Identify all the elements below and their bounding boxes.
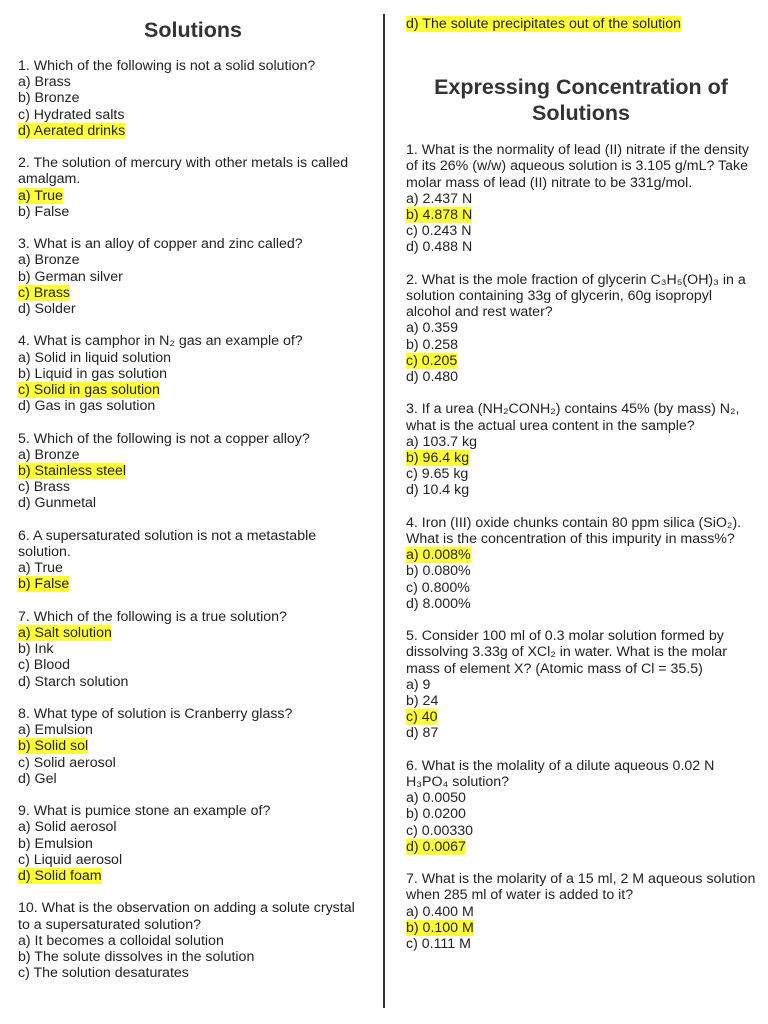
answer-option: d) 0.480 [406,369,459,386]
question-item [406,515,756,612]
correct-answer-option: c) 40 [406,709,438,726]
answer-option: c) Solid aerosol [18,754,116,771]
correct-answer-option: d) Aerated drinks [18,122,126,139]
answer-option: d) Starch solution [18,673,129,690]
question-item [18,155,368,220]
question-item [406,758,756,855]
correct-answer-option: b) 96.4 kg [406,450,470,467]
correct-answer-option: b) 0.100 M [406,919,474,936]
answer-option: b) Bronze [18,90,80,107]
answer-option: b) German silver [18,268,123,285]
answer-option: b) The solute dissolves in the solution [18,949,255,966]
answer-option: d) Gas in gas solution [18,398,156,415]
question-text: 1. Which of the following is not a solid solution? [18,58,316,74]
answer-option: d) 10.4 kg [406,482,470,499]
question-text: 1. What is the normality of lead (II) nitrate if the density of its 26% (w/w) aqueous solution is 3.105 g/mL? Take molar mass of lead (II) nitrate to be 331g/mol. [406,142,750,191]
section-title-concentration: Expressing Concentration of Solutions [434,75,728,126]
answer-option: a) 0.0050 [406,790,466,807]
answer-option: c) Liquid aerosol [18,851,123,868]
answer-option: a) 9 [406,676,431,693]
question-item [18,803,368,884]
answer-option: a) 0.359 [406,320,459,337]
answer-option: b) Liquid in gas solution [18,365,168,382]
correct-answer-option: a) 0.008% [406,547,471,564]
answer-option: b) Emulsion [18,835,93,852]
question-item [18,900,368,981]
correct-answer-option: b) False [18,576,70,593]
left-question-list [18,58,368,981]
answer-option: c) Hydrated salts [18,106,125,123]
answer-option: c) 9.65 kg [406,466,469,483]
question-text: 6. What is the molality of a dilute aqueous 0.02 N H₃PO₄ solution? [406,757,715,791]
left-column [18,0,368,998]
question-text: 3. What is an alloy of copper and zinc called? [18,236,303,253]
answer-option: c) 0.111 M [406,936,471,953]
answer-option: a) Bronze [18,252,80,269]
answer-option: b) 0.080% [406,563,471,580]
question-item [18,528,368,593]
answer-option: b) Ink [18,641,54,658]
question-item [406,142,756,255]
question-text: 9. What is pumice stone an example of? [18,803,271,820]
question-text: 5. Consider 100 ml of 0.3 molar solution formed by dissolving 3.33g of XCl₂ in water. What is the molar mass of element X? (Atomic mass of Cl = 35.5) [406,628,727,677]
answer-option: c) 0.800% [406,579,470,596]
question-item [406,272,756,385]
correct-answer-option: c) 0.205 [406,352,458,369]
answer-option: a) Solid in liquid solution [18,349,172,366]
question-item [18,609,368,690]
answer-option: c) 0.00330 [406,822,474,839]
carryover-answer-option: d) The solute precipitates out of the solution [406,16,681,32]
question-text: 4. What is camphor in N₂ gas an example of? [18,333,303,350]
right-question-list [406,142,756,952]
question-text: 3. If a urea (NH₂CONH₂) contains 45% (by mass) N₂, what is the actual urea content in the sample? [406,401,740,434]
answer-option: b) 24 [406,693,439,710]
answer-option: d) 87 [406,725,439,742]
answer-option: a) Solid aerosol [18,819,117,836]
question-text: 6. A supersaturated solution is not a metastable solution. [18,527,317,561]
answer-option: a) Bronze [18,446,80,463]
question-text: 2. The solution of mercury with other metals is called amalgam. [18,155,349,188]
column-divider [383,14,385,1008]
correct-answer-option: b) Stainless steel [18,463,127,480]
right-column [406,0,756,968]
question-item [18,431,368,512]
question-text: 7. What is the molarity of a 15 ml, 2 M aqueous solution when 285 ml of water is added to it? [406,871,756,904]
answer-option: b) 0.0200 [406,806,466,823]
answer-option: a) Emulsion [18,722,93,739]
answer-option: d) Gunmetal [18,495,97,512]
answer-option: a) 103.7 kg [406,433,477,450]
answer-option: c) Brass [18,479,71,496]
question-item [406,401,756,498]
correct-answer-option: b) Solid sol [18,738,89,755]
answer-option: d) Gel [18,770,57,787]
correct-answer-option: a) True [18,187,63,204]
page-title-solutions: Solutions [144,18,242,42]
answer-option: a) 2.437 N [406,190,473,207]
answer-option: d) Solder [18,301,76,318]
question-text: 7. Which of the following is a true solution? [18,608,287,625]
correct-answer-option: a) Salt solution [18,625,112,642]
answer-option: b) False [18,203,70,220]
question-item [18,333,368,414]
question-item [18,706,368,787]
answer-option: b) 0.258 [406,336,459,353]
correct-answer-option: d) 0.0067 [406,838,466,855]
question-item [406,871,756,952]
question-item [18,236,368,317]
answer-option: a) Brass [18,74,71,91]
answer-option: a) It becomes a colloidal solution [18,932,224,949]
correct-answer-option: d) Solid foam [18,868,102,885]
answer-option: d) 8.000% [406,595,471,612]
correct-answer-option: b) 4.878 N [406,207,473,224]
correct-answer-option: c) Solid in gas solution [18,382,160,399]
question-text: 4. Iron (III) oxide chunks contain 80 ppm silica (SiO₂). What is the concentration of this impurity in mass%? [406,514,742,548]
question-item [18,58,368,139]
answer-option: c) 0.243 N [406,223,472,240]
answer-option: c) The solution desaturates [18,965,189,982]
question-item [406,628,756,741]
question-text: 2. What is the mole fraction of glycerin C₃H₅(OH)₃ in a solution containing 33g of glycerin, 60g isopropyl alcohol and rest water? [406,271,746,321]
answer-option: a) True [18,560,63,577]
question-text: 5. Which of the following is not a copper alloy? [18,430,310,447]
question-text: 8. What type of solution is Cranberry glass? [18,706,293,723]
question-text: 10. What is the observation on adding a solute crystal to a supersaturated solution? [18,900,355,933]
answer-option: d) 0.488 N [406,239,473,256]
answer-option: a) 0.400 M [406,903,474,920]
answer-option: c) Blood [18,657,71,674]
correct-answer-option: c) Brass [18,284,71,301]
